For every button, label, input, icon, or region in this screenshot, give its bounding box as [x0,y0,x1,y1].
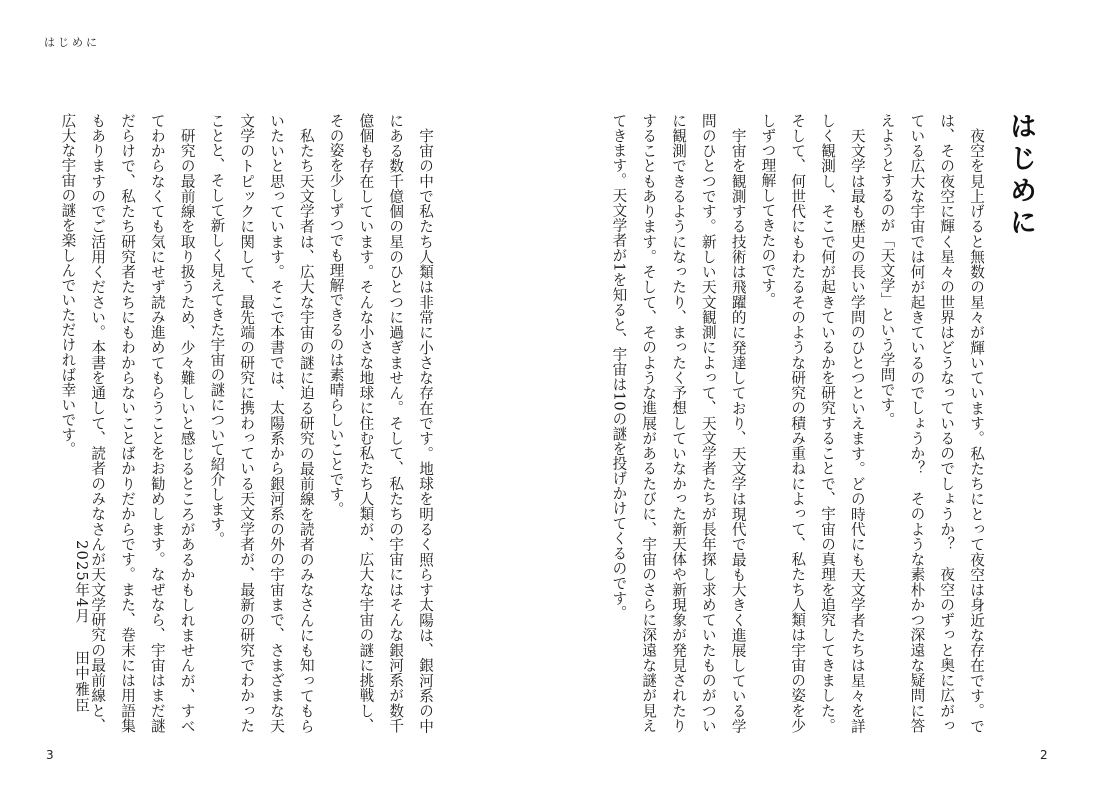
paragraph: 宇宙の中で私たち人類は非常に小さな存在です。地球を明るく照らす太陽は、銀河系の中にある数千億個の星のひとつに過ぎません。そして、私たちの宇宙にはそんな銀河系が数千億個も存在しています。そんな小さな地球に住む私たち人類が、広大な宇宙の謎に挑戦し、その姿を少しずつでも理解できるのは素晴らしいことです。 [327,113,434,733]
running-head: はじめに [44,36,100,49]
right-page-body [610,113,991,733]
paragraph: 私たち天文学者は、広大な宇宙の謎に迫る研究の最前線を読者のみなさんにも知ってもらいたいと思っています。そこで本書では、太陽系から銀河系の外の宇宙まで、さまざまな天文学のトピックに関して、最先端の研究に携わっている天文学者が、最新の研究でわかったことと、そして新しく見えてきた宇宙の謎について紹介します。 [208,113,315,733]
chapter-title: はじめに [1005,112,1036,240]
paragraph: 宇宙を観測する技術は飛躍的に発達しており、天文学は現代で最も大きく進展している学問のひとつです。新しい天文観測によって、天文学者たちが長年探し求めていたものがついに観測できるようになったり、まったく予想していなかった新天体や新現象が発見されたりすることもあります。そして、そのような進展があるたびに、宇宙のさらに深遠な謎が見えてきます。天文学者が1を知ると、宇宙は10の謎を投げかけてくるのです。 [610,113,747,733]
page-number-right: 2 [1040,748,1048,762]
signature-date: 2025年4月 [73,540,90,625]
signature [60,540,92,730]
paragraph: 天文学は最も歴史の長い学問のひとつといえます。どの時代にも天文学者たちは星々を詳しく観測し、そこで何が起きているかを研究することで、宇宙の真理を追究してきました。そして、何世代にもわたるそのような研究の積み重ねによって、私たち人類は宇宙の姿を少しずつ理解してきたのです。 [759,113,866,733]
page-number-left: 3 [46,748,54,762]
paragraph: 夜空を見上げると無数の星々が輝いています。私たちにとって夜空は身近な存在です。では、その夜空に輝く星々の世界はどうなっているのでしょうか？ 夜空のずっと奥に広がっている広大な宇宙では何が起きているのでしょうか？ そのような素朴かつ深遠な疑問に答えようとするのが「天文学」という学問です。 [878,113,985,733]
paragraph: 研究の最前線を取り扱うため、少々難しいと感じるところがあるかもしれませんが、すべてわからなくても気にせず読み進めてもらうことをお勧めします。なぜなら、宇宙はまだ謎だらけで、私たち研究者たちにもわからないことばかりだからです。また、巻末には用語集もありますのでご活用ください。本書を通して、読者のみなさんが天文学研究の最前線と、広大な宇宙の謎を楽しんでいただければ幸いです。 [59,113,196,733]
signature-author: 田中雅臣 [73,650,90,714]
